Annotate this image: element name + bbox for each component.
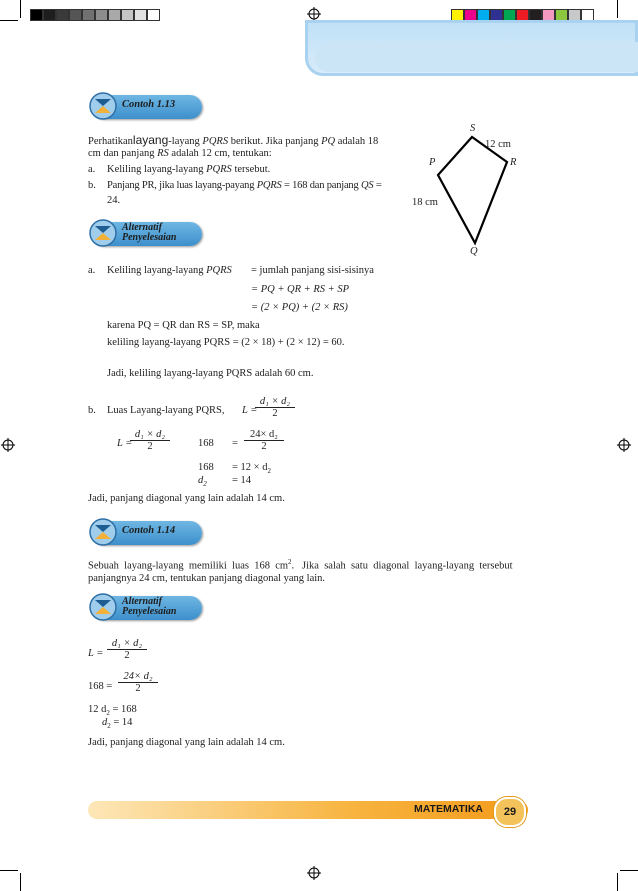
page-number: 29 — [494, 797, 526, 827]
crop-mark — [0, 20, 18, 21]
sol2-fraction-2: $\frac{\text{24× d₂}}{2}$ — [118, 671, 158, 694]
problem-item-a: Keliling layang-layang PQRS tersebut. — [107, 164, 271, 175]
math-symbols-icon — [88, 218, 118, 248]
footer-subject: MATEMATIKA — [414, 803, 484, 815]
formula-L: L = — [242, 405, 258, 416]
solution-a-label: a. — [88, 265, 96, 276]
solution-b-label: b. — [88, 405, 96, 416]
problem-item-b-label: b. — [88, 180, 96, 191]
crop-mark — [20, 873, 21, 891]
solution-a-eq1: = jumlah panjang sisi-sisinya — [251, 265, 374, 276]
solution-badge-label: Alternatif Penyelesaian — [122, 222, 177, 243]
area-value: 168 — [198, 438, 214, 449]
registration-mark-icon — [307, 7, 321, 21]
eq-14: = 14 — [232, 475, 252, 486]
header-panel — [305, 20, 638, 76]
problem-item-a-label: a. — [88, 164, 96, 175]
solution-a-eq3: = (2 × PQ) + (2 × RS) — [251, 302, 348, 313]
problem-item-b: Panjang PR, jika luas layang-payang PQRS = 168 dan panjang QS = — [107, 180, 382, 191]
sol2-L: L = — [88, 648, 104, 659]
color-swatch — [56, 9, 69, 21]
vertex-r: R — [510, 157, 517, 168]
area-value-2: 168 — [198, 462, 214, 473]
crop-mark — [620, 870, 638, 871]
example-badge-2 — [92, 521, 202, 545]
color-swatch — [147, 9, 160, 21]
sol2-line-d: $d_2 = 14$ — [102, 717, 133, 731]
solution-a-eq2: = PQ + QR + RS + SP — [251, 284, 350, 295]
example-badge-label: Contoh 1.13 — [122, 99, 176, 110]
gray-color-bar — [30, 9, 160, 21]
vertex-q: Q — [470, 246, 478, 257]
solution-badge-label-2: Alternatif Penyelesaian — [122, 596, 177, 617]
color-swatch — [69, 9, 82, 21]
math-symbols-icon — [88, 517, 118, 547]
sol2-fraction-1: $\frac{\text{d₁ × d₂}}{2}$ — [107, 638, 147, 661]
problem-item-b-cont: 24. — [107, 195, 121, 206]
problem-line-1: Perhatikanlayang-layang PQRS berikut. Jika panjang PQ adalah 18 — [88, 133, 379, 147]
problem2-line-1: Sebuah layang-layang memiliki luas 168 $cm^2$. Jika salah satu diagonal layang-layang tersebut — [88, 558, 513, 572]
vertex-p: P — [429, 157, 436, 168]
example-badge — [92, 95, 202, 119]
sol2-line-12: 12 $d_2 = 168$ — [88, 704, 137, 718]
color-swatch — [82, 9, 95, 21]
registration-mark-icon — [1, 438, 15, 452]
eq-12d2: = $12 \times d_2$ — [232, 462, 271, 476]
sol2-conclusion: Jadi, panjang diagonal yang lain adalah 14 cm. — [88, 737, 285, 748]
formula-fraction: $\frac{\text{d₁ × d₂}}{2}$ — [255, 396, 295, 419]
solution-a-conclusion: Jadi, keliling layang-layang PQRS adalah 60 cm. — [107, 368, 314, 379]
crop-mark — [0, 870, 18, 871]
sol2-168: 168 = — [88, 681, 113, 692]
registration-mark-icon — [617, 438, 631, 452]
formula-fraction-2: $\frac{\text{d₁ × d₂}}{2}$ — [130, 429, 170, 452]
color-swatch — [43, 9, 56, 21]
color-swatch — [134, 9, 147, 21]
side-sr-length: 12 cm — [485, 139, 511, 150]
vertex-s: S — [470, 123, 476, 134]
solution-a-title: Keliling layang-layang PQRS — [107, 265, 232, 276]
color-swatch — [121, 9, 134, 21]
kite-diagram — [405, 120, 535, 265]
solution-badge — [92, 222, 202, 246]
formula-L-2: L = — [117, 438, 133, 449]
crop-mark — [617, 0, 618, 18]
math-symbols-icon — [88, 91, 118, 121]
crop-mark — [20, 0, 21, 18]
kite-shape — [438, 137, 507, 243]
problem-line-2: cm dan panjang RS adalah 12 cm, tentukan: — [88, 148, 272, 159]
color-swatch — [30, 9, 43, 21]
solution-a-karena: karena PQ = QR dan RS = SP, maka — [107, 320, 260, 331]
formula-fraction-3: $\frac{\text{24× d₂}}{2}$ — [244, 429, 284, 452]
solution-b-conclusion: Jadi, panjang diagonal yang lain adalah 14 cm. — [88, 493, 285, 504]
example-badge-label-2: Contoh 1.14 — [122, 525, 176, 536]
color-swatch — [95, 9, 108, 21]
crop-mark — [617, 873, 618, 891]
solution-b-title: Luas Layang-layang PQRS, — [107, 405, 225, 416]
side-pq-length: 18 cm — [412, 197, 438, 208]
d2-label: $d_2$ — [198, 475, 207, 489]
solution-a-keliling: keliling layang-layang PQRS = (2 × 18) + (2 × 12) = 60. — [107, 337, 345, 348]
math-symbols-icon — [88, 592, 118, 622]
color-swatch — [108, 9, 121, 21]
problem2-line-2: panjangnya 24 cm, tentukan panjang diagonal yang lain. — [88, 573, 326, 584]
solution-badge-2 — [92, 596, 202, 620]
equals-sign: = — [232, 438, 238, 449]
registration-mark-icon — [307, 866, 321, 880]
